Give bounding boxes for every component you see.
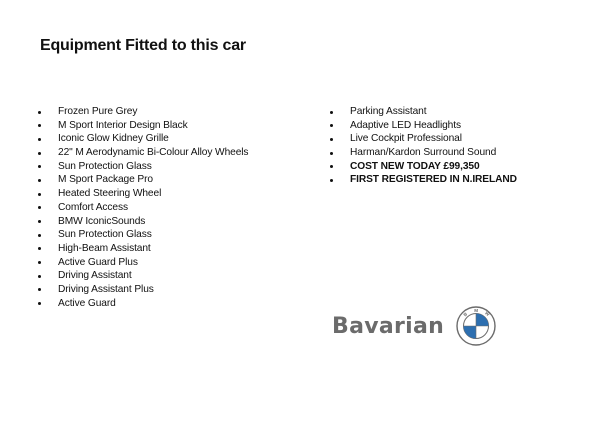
list-item: Driving Assistant: [36, 269, 306, 283]
list-item: Adaptive LED Headlights: [328, 119, 578, 133]
bullet-icon: [38, 302, 41, 305]
bullet-icon: [330, 152, 333, 155]
list-item: BMW IconicSounds: [36, 215, 306, 229]
list-item: 22" M Aerodynamic Bi-Colour Alloy Wheels: [36, 146, 306, 160]
list-item: Frozen Pure Grey: [36, 105, 306, 119]
list-item-registration: FIRST REGISTERED IN N.IRELAND: [328, 173, 578, 187]
bullet-icon: [38, 179, 41, 182]
bullet-icon: [38, 288, 41, 291]
list-item-cost: COST NEW TODAY £99,350: [328, 160, 578, 174]
bmw-roundel-icon: [456, 306, 496, 346]
bullet-icon: [38, 152, 41, 155]
bullet-icon: [330, 179, 333, 182]
bullet-icon: [38, 124, 41, 127]
list-item: Sun Protection Glass: [36, 228, 306, 242]
list-item: M Sport Package Pro: [36, 173, 306, 187]
bullet-icon: [38, 261, 41, 264]
bullet-icon: [38, 111, 41, 114]
bullet-icon: [330, 124, 333, 127]
page-title: Equipment Fitted to this car: [40, 37, 246, 54]
list-item: Heated Steering Wheel: [36, 187, 306, 201]
bullet-icon: [38, 165, 41, 168]
list-item: Parking Assistant: [328, 105, 578, 119]
logo-letter: W: [484, 310, 491, 318]
bullet-icon: [38, 234, 41, 237]
logo-letter: M: [474, 307, 479, 313]
bullet-icon: [38, 193, 41, 196]
bullet-icon: [38, 138, 41, 141]
list-item: Iconic Glow Kidney Grille: [36, 132, 306, 146]
bullet-icon: [38, 247, 41, 250]
list-item: Active Guard Plus: [36, 256, 306, 270]
bullet-icon: [38, 275, 41, 278]
bullet-icon: [38, 220, 41, 223]
list-item: Driving Assistant Plus: [36, 283, 306, 297]
bullet-icon: [330, 138, 333, 141]
list-item: Comfort Access: [36, 201, 306, 215]
list-item: Live Cockpit Professional: [328, 132, 578, 146]
list-item: M Sport Interior Design Black: [36, 119, 306, 133]
list-item: Active Guard: [36, 297, 306, 311]
list-item: Sun Protection Glass: [36, 160, 306, 174]
list-item: High-Beam Assistant: [36, 242, 306, 256]
bullet-icon: [38, 206, 41, 209]
bullet-icon: [330, 165, 333, 168]
list-item: Harman/Kardon Surround Sound: [328, 146, 578, 160]
brand-name: Bavarian: [332, 313, 445, 339]
equipment-list-right: [328, 105, 578, 187]
logo-letter: B: [462, 311, 469, 318]
bullet-icon: [330, 111, 333, 114]
dealer-logo: [332, 306, 496, 346]
equipment-list-left: [36, 105, 306, 310]
